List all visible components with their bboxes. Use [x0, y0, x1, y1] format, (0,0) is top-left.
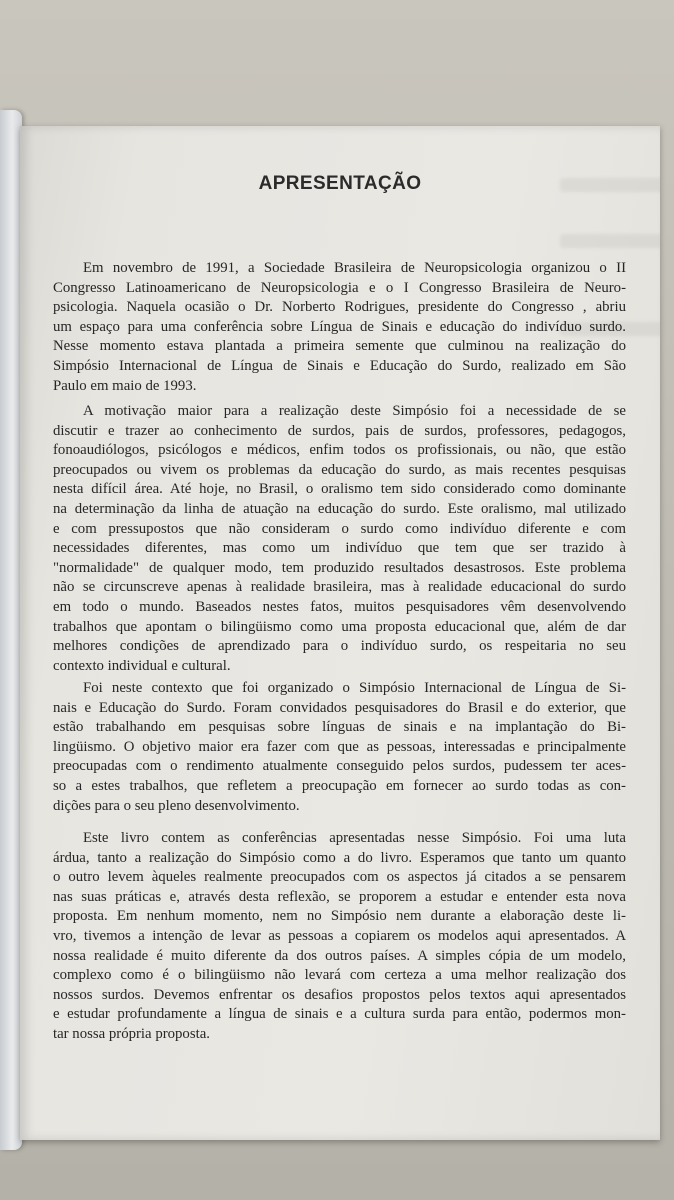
paragraph-4 [53, 829, 626, 1045]
text-line: o outro levem àqueles realmente preocupados com os aspectos já citados a se pensarem [53, 869, 626, 886]
text-line: não se circunscreve apenas à realidade brasileira, mas à realidade educacional do surdo [53, 579, 626, 596]
text-line: psicologia. Naquela ocasião o Dr. Norberto Rodrigues, presidente do Congresso , abriu [53, 299, 626, 316]
text-line: e com pressupostos que não consideram o surdo como indivíduo diferente e com [53, 520, 626, 537]
text-line: proposta. Em nenhum momento, nem no Simpósio nem durante a elaboração deste li- [53, 908, 626, 925]
left-page-edge [0, 110, 22, 1150]
text-line: preocupadas com o rendimento atualmente conseguido pelos surdos, pudessem ter aces- [53, 758, 626, 775]
text-line: nesta difícil área. Até hoje, no Brasil, o oralismo tem sido considerado como dominante [53, 481, 626, 498]
show-through-mark [560, 234, 660, 248]
text-line: "normalidade" de qualquer modo, tem produzido resultados desastrosos. Este problema [53, 559, 626, 576]
paragraph-1 [53, 259, 626, 396]
text-line: fonoaudiólogos, psicólogos e médicos, enfim todos os profissionais, ou não, que estão [53, 442, 626, 459]
text-line: contexto individual e cultural. [53, 657, 231, 674]
text-line: nossa realidade é muito diferente da dos outros países. A simples cópia de um modelo, [53, 947, 626, 964]
text-line: na determinação da linha de atuação na educação do surdo. Este oralismo, mal utilizado [53, 500, 626, 517]
text-line: necessidades diferentes, mas como um indivíduo que tem que ser trazido à [53, 540, 626, 557]
text-line: melhores condições de aprendizado para o indivíduo surdo, os respeitaria no seu [53, 638, 626, 655]
text-line: discutir e trazer ao conhecimento de surdos, pais de surdos, professores, pedagogos, [53, 422, 626, 439]
paragraph-3 [53, 679, 626, 816]
text-line: nas suas práticas e, através desta reflexão, se proporem a estudar e entender esta nova [53, 888, 626, 905]
text-line: Simpósio Internacional de Língua de Sinais e Educação do Surdo, realizado em São [53, 357, 626, 374]
text-line: preocupados ou vivem os problemas da educação do surdo, as mais recentes pesquisas [53, 461, 626, 478]
text-line: Nesse momento estava plantada a primeira semente que culminou na realização do [53, 338, 626, 355]
text-line: Congresso Latinoamericano de Neuropsicologia e o I Congresso Brasileira de Neuro- [53, 279, 626, 296]
paragraph-2 [53, 402, 626, 676]
text-line: nais e Educação do Surdo. Foram convidados pesquisadores do Brasil e do exterior, que [53, 699, 626, 716]
text-line: Este livro contem as conferências apresentadas nesse Simpósio. Foi uma luta [83, 830, 626, 846]
text-line: árdua, tanto a realização do Simpósio como a do livro. Esperamos que tanto um quanto [53, 849, 626, 866]
page-title: APRESENTAÇÃO [258, 173, 422, 194]
text-line: complexo como é o bilingüismo não levará com certeza a uma melhor realização dos [53, 967, 626, 984]
text-line: e estudar profundamente a língua de sinais e a cultura surda para então, podermos mon- [53, 1006, 626, 1023]
text-line: trabalhos que apontam o bilingüismo como uma proposta educacional que, além de dar [53, 618, 626, 635]
text-line: vro, tivemos a intenção de levar as pessoas a copiarem os modelos aqui apresentados. A [53, 927, 626, 944]
text-line: Em novembro de 1991, a Sociedade Brasileira de Neuropsicologia organizou o II [83, 260, 626, 276]
text-line: dições para o seu pleno desenvolvimento. [53, 797, 300, 814]
text-line: em todo o mundo. Baseados nestes fatos, muitos pesquisadores vêm desenvolvendo [53, 598, 626, 615]
text-line: estão trabalhando em pesquisas sobre línguas de sinais e na implantação do Bi- [53, 719, 626, 736]
text-line: so a estes trabalhos, que refletem a preocupação em fornecer ao surdo todas as con- [53, 777, 626, 794]
text-line: A motivação maior para a realização deste Simpósio foi a necessidade de se [83, 403, 626, 419]
book-page [20, 126, 660, 1140]
text-line: lingüismo. O objetivo maior era fazer com que as pessoas, interessadas e principalmente [53, 738, 626, 755]
text-line: nossos surdos. Devemos enfrentar os desafios propostos pelos textos aqui apresentados [53, 986, 626, 1003]
text-line: Foi neste contexto que foi organizado o Simpósio Internacional de Língua de Si- [83, 680, 626, 696]
text-line: um espaço para uma conferência sobre Língua de Sinais e educação do indivíduo surdo. [53, 318, 626, 335]
text-line: Paulo em maio de 1993. [53, 377, 197, 394]
text-line: tar nossa própria proposta. [53, 1025, 210, 1042]
